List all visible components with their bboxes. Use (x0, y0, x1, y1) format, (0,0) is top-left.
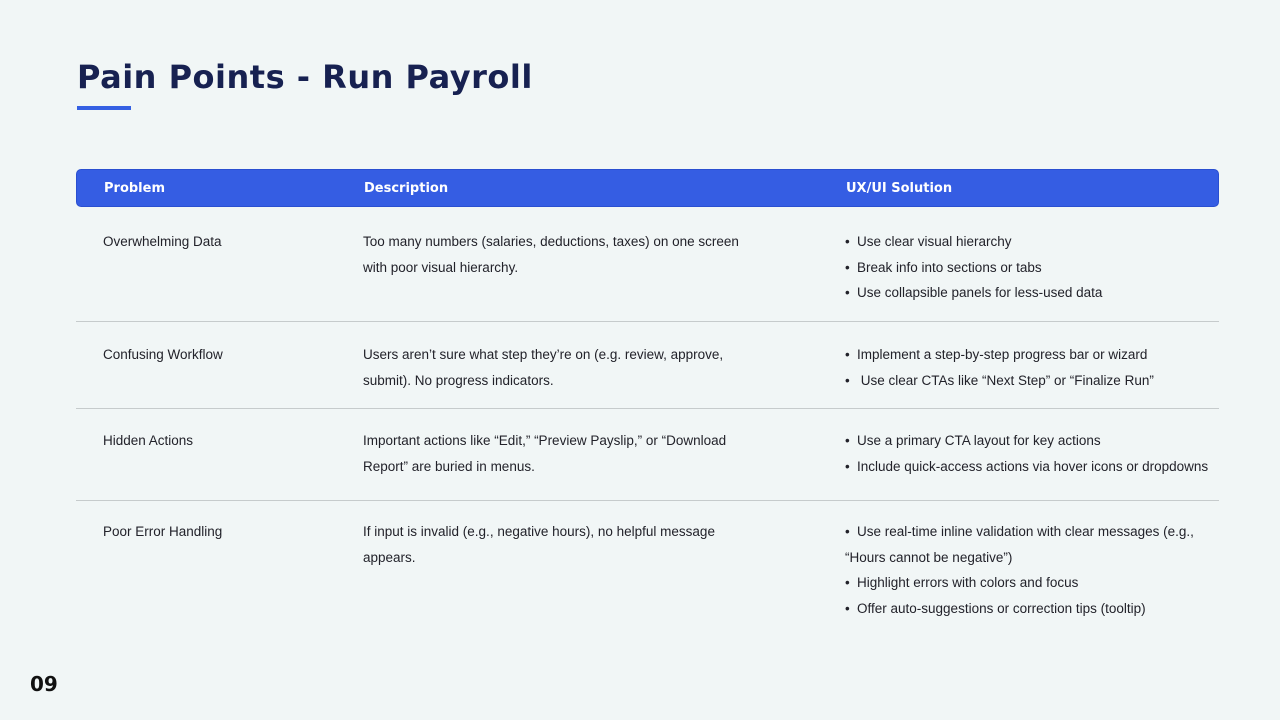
description-cell: Important actions like “Edit,” “Preview Payslip,” or “Download Report” are buried in menus. (363, 433, 727, 474)
solution-cell (845, 519, 1217, 622)
solution-item: • Offer auto-suggestions or correction tips (tooltip) (845, 601, 1146, 617)
solution-item: • Use clear CTAs like “Next Step” or “Finalize Run” (845, 372, 1154, 388)
header-description: Description (364, 181, 449, 196)
description-cell: If input is invalid (e.g., negative hours), no helpful message appears. (363, 524, 715, 565)
title-underline (77, 106, 131, 110)
solution-cell (845, 428, 1217, 479)
solution-cell (845, 342, 1217, 393)
problem-cell: Confusing Workflow (103, 347, 223, 362)
header-problem: Problem (104, 181, 165, 196)
solution-item: • Use real-time inline validation with clear messages (e.g., (845, 524, 1194, 539)
table-row (76, 322, 1219, 409)
solution-item: • Highlight errors with colors and focus (845, 575, 1079, 591)
header-solution: UX/UI Solution (846, 181, 953, 196)
pain-points-table (76, 169, 1219, 631)
solution-continuation: “Hours cannot be negative”) (845, 549, 1013, 565)
solution-item: • Include quick-access actions via hover icons or dropdowns (845, 458, 1209, 474)
table-row (76, 207, 1219, 322)
solution-item: • Break info into sections or tabs (845, 259, 1042, 275)
problem-cell: Hidden Actions (103, 433, 194, 448)
description-cell: Users aren’t sure what step they’re on (e.g. review, approve, submit). No progress indicators. (363, 347, 724, 388)
page-number: 09 (30, 672, 58, 696)
solution-cell (845, 229, 1217, 306)
problem-cell: Poor Error Handling (103, 524, 223, 539)
solution-item: • Use clear visual hierarchy (845, 234, 1012, 249)
table-row (76, 409, 1219, 501)
table-header (76, 169, 1219, 207)
solution-item: • Use collapsible panels for less-used data (845, 285, 1103, 301)
solution-item: • Implement a step-by-step progress bar or wizard (845, 347, 1148, 362)
table-row (76, 501, 1219, 631)
page-title: Pain Points - Run Payroll (77, 58, 533, 96)
solution-item: • Use a primary CTA layout for key actions (845, 433, 1101, 448)
problem-cell: Overwhelming Data (103, 234, 222, 249)
description-cell: Too many numbers (salaries, deductions, taxes) on one screen with poor visual hierarchy. (363, 234, 739, 275)
